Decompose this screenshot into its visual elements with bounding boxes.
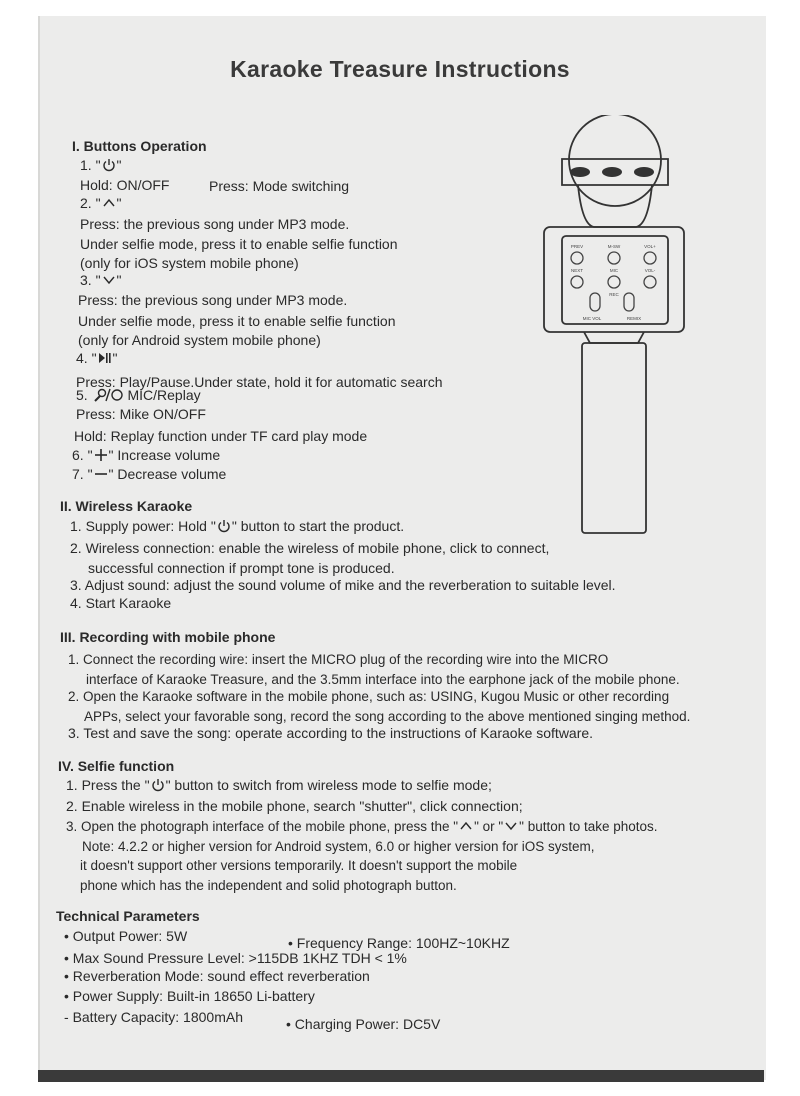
- tech-param-reverb: • Reverberation Mode: sound effect reverberation: [64, 968, 370, 984]
- tech-param-battery: - Battery Capacity: 1800mAh: [64, 1009, 243, 1025]
- mic-vol-knob: [590, 293, 600, 311]
- button-4-row: 4. " ": [76, 350, 118, 366]
- mode-button: [608, 252, 620, 264]
- ring-light: [602, 167, 622, 177]
- text-part: " button to take photos.: [519, 819, 658, 834]
- section-3-item-1a: 1. Connect the recording wire: insert the MICRO plug of the recording wire into the MICRO: [68, 652, 609, 667]
- param-text: Power Supply: Built-in 18650 Li-battery: [72, 988, 315, 1004]
- mic-label: PREV: [570, 244, 584, 249]
- item-number: 2.: [80, 195, 92, 211]
- button-2-line-1: Press: the previous song under MP3 mode.: [80, 216, 350, 232]
- button-2-line-2: Under selfie mode, press it to enable selfie function: [80, 236, 398, 252]
- param-text: Output Power: 5W: [72, 928, 188, 944]
- chevron-down-icon: [102, 273, 116, 287]
- mic-replay-icon: [93, 388, 123, 402]
- chevron-up-icon: [459, 819, 473, 833]
- section-3-item-1b: interface of Karaoke Treasure, and the 3.5mm interface into the earphone jack of the mobile phone.: [86, 672, 680, 687]
- tech-param-frequency: • Frequency Range: 100HZ~10KHZ: [288, 935, 510, 951]
- play-pause-icon: [98, 351, 112, 365]
- button-5-row: [76, 387, 201, 404]
- selfie-note-3: phone which has the independent and solid photograph button.: [80, 878, 457, 893]
- param-text: Battery Capacity: 1800mAh: [72, 1009, 243, 1025]
- power-icon: [217, 519, 231, 533]
- tech-param-spl: • Max Sound Pressure Level: >115DB 1KHZ TDH < 1%: [64, 950, 407, 966]
- button-3-line-3: (only for Android system mobile phone): [78, 332, 321, 348]
- text-part: 3. Open the photograph interface of the mobile phone, press the ": [66, 819, 459, 834]
- button-2-row: 2. " ": [80, 195, 122, 211]
- microphone-illustration: [542, 115, 692, 540]
- section-4-item-2: 2. Enable wireless in the mobile phone, search "shutter", click connection;: [66, 798, 523, 814]
- section-2-item-4: 4. Start Karaoke: [70, 595, 172, 611]
- mic-control-panel: [562, 236, 668, 324]
- section-2-item-2b: successful connection if prompt tone is produced.: [88, 560, 395, 576]
- mic-label: REC: [609, 292, 619, 297]
- button-3-row: 3. " ": [80, 272, 122, 288]
- mic-replay-label: MIC/Replay: [127, 387, 201, 403]
- button-6-row: 6. " " Increase volume: [72, 447, 221, 463]
- button-7-row: 7. " " Decrease volume: [72, 466, 227, 482]
- mic-collar: [584, 332, 644, 343]
- selfie-note-1: Note: 4.2.2 or higher version for Android system, 6.0 or higher version for iOS system,: [82, 839, 595, 854]
- tech-param-charging: • Charging Power: DC5V: [286, 1016, 441, 1032]
- item-number: 7.: [72, 466, 84, 482]
- chevron-down-icon: [504, 819, 518, 833]
- ring-light: [570, 167, 590, 177]
- item-number: 5.: [76, 387, 88, 403]
- item-number: 4.: [76, 350, 88, 366]
- item-number: 3.: [80, 272, 92, 288]
- item-number: 1.: [80, 157, 92, 173]
- button-4-line-1: Press: Play/Pause.Under state, hold it for automatic search: [76, 374, 443, 390]
- button-5-line-2: Hold: Replay function under TF card play mode: [74, 428, 368, 444]
- text-part: 1. Supply power: Hold ": [70, 518, 216, 534]
- chevron-up-icon: [102, 196, 116, 210]
- plus-icon: [94, 448, 108, 462]
- mic-handle: [582, 343, 646, 533]
- bottom-edge-bar: [38, 1070, 764, 1082]
- remix-knob: [624, 293, 634, 311]
- section-3-item-3: 3. Test and save the song: operate according to the instructions of Karaoke software.: [68, 725, 594, 741]
- button-3-line-2: Under selfie mode, press it to enable selfie function: [78, 313, 396, 329]
- tech-heading: Technical Parameters: [56, 908, 200, 924]
- param-text: Reverberation Mode: sound effect reverberation: [72, 968, 370, 984]
- page-title: Karaoke Treasure Instructions: [230, 56, 570, 82]
- next-button: [571, 276, 583, 288]
- mic-label: VOL-: [644, 268, 656, 273]
- prev-button: [571, 252, 583, 264]
- minus-icon: [94, 467, 108, 481]
- tech-param-output-power: • Output Power: 5W: [64, 928, 188, 944]
- tech-param-power-supply: • Power Supply: Built-in 18650 Li-battery: [64, 988, 315, 1004]
- mic-label: MIC: [609, 268, 619, 273]
- ring-light: [634, 167, 654, 177]
- section-1-heading: I. Buttons Operation: [72, 138, 207, 154]
- param-text: Max Sound Pressure Level: >115DB 1KHZ TDH < 1%: [72, 950, 407, 966]
- increase-volume-label: Increase volume: [117, 447, 221, 463]
- button-1-hold: Hold: ON/OFF: [80, 177, 170, 193]
- power-icon: [102, 158, 116, 172]
- section-4-item-3: [66, 818, 658, 835]
- item-number: 6.: [72, 447, 84, 463]
- mic-label: REMIX: [626, 316, 642, 321]
- text-part: " button to start the product.: [231, 518, 405, 534]
- section-2-item-2a: 2. Wireless connection: enable the wireless of mobile phone, click to connect,: [70, 540, 550, 556]
- text-part: 1. Press the ": [66, 777, 150, 793]
- button-1-press: Press: Mode switching: [209, 178, 350, 194]
- section-3-heading: III. Recording with mobile phone: [60, 629, 276, 645]
- power-icon: [151, 778, 165, 792]
- button-3-line-1: Press: the previous song under MP3 mode.: [78, 292, 348, 308]
- param-text: Frequency Range: 100HZ~10KHZ: [296, 935, 510, 951]
- mic-head: [569, 115, 661, 206]
- text-part: " button to switch from wireless mode to selfie mode;: [165, 777, 492, 793]
- param-text: Charging Power: DC5V: [294, 1016, 441, 1032]
- section-2-item-1: [70, 518, 404, 535]
- selfie-note-2: it doesn't support other versions temporarily. It doesn't support the mobile: [80, 858, 518, 873]
- mic-button: [608, 276, 620, 288]
- mic-label: NEXT: [570, 268, 584, 273]
- button-5-line-1: Press: Mike ON/OFF: [76, 406, 206, 422]
- button-1-row: 1. " ": [80, 157, 122, 173]
- mic-label: VOL+: [644, 244, 656, 249]
- vol-down-button: [644, 276, 656, 288]
- section-2-item-3: 3. Adjust sound: adjust the sound volume of mike and the reverberation to suitable level.: [70, 577, 616, 593]
- section-2-heading: II. Wireless Karaoke: [60, 498, 193, 514]
- mic-label: M-SW: [607, 244, 621, 249]
- section-3-item-2b: APPs, select your favorable song, record the song according to the above mentioned singing method.: [84, 709, 691, 724]
- mic-control-body: [544, 227, 684, 332]
- button-2-line-3: (only for iOS system mobile phone): [80, 255, 299, 271]
- decrease-volume-label: Decrease volume: [117, 466, 227, 482]
- vol-up-button: [644, 252, 656, 264]
- text-part: " or ": [474, 819, 504, 834]
- section-4-item-1: [66, 777, 492, 794]
- section-4-heading: IV. Selfie function: [58, 758, 175, 774]
- mic-label: MIC VOL: [582, 316, 602, 321]
- section-3-item-2a: 2. Open the Karaoke software in the mobile phone, such as: USING, Kugou Music or other recording: [68, 689, 670, 704]
